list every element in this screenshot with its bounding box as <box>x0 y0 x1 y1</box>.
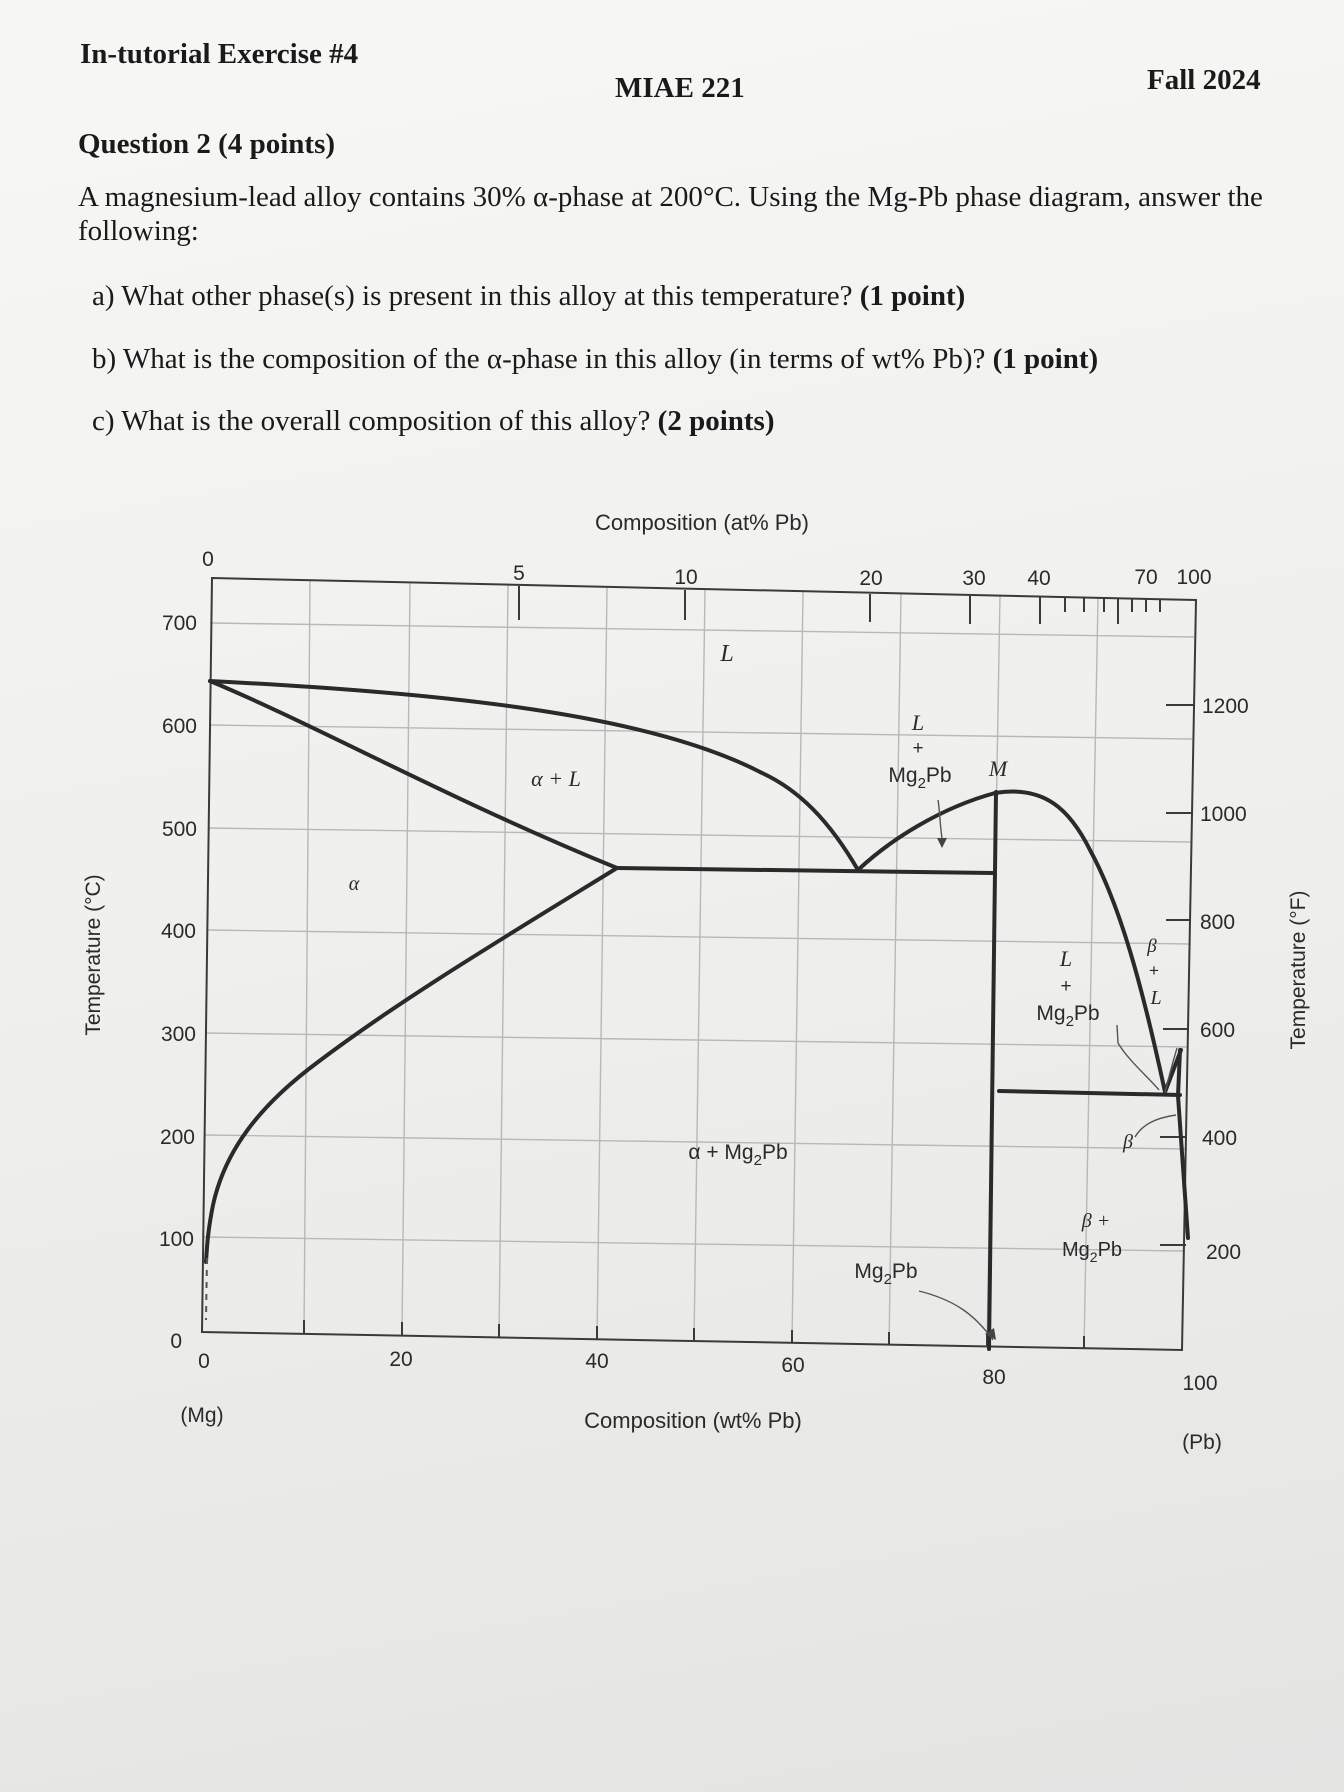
exercise-title: In-tutorial Exercise #4 <box>80 38 359 70</box>
grid-x-70 <box>889 594 901 1345</box>
mg-part: Mg <box>888 764 918 787</box>
mg2pb-compound-label <box>854 1260 917 1288</box>
sub-part: 2 <box>1089 1249 1098 1265</box>
leader-lines <box>919 800 1177 1340</box>
top-tick-label: 30 <box>962 567 986 590</box>
bottom-tick-label: 100 <box>1182 1372 1218 1395</box>
left-tick-label: 400 <box>160 920 196 943</box>
grid-x-40 <box>597 588 607 1339</box>
part-b-text: b) What is the composition of the α-phase in this alloy (in terms of wt% Pb)? <box>92 343 993 375</box>
mg-end-label: (Mg) <box>180 1404 224 1427</box>
right-tick-label: 1200 <box>1202 695 1249 718</box>
region-beta-plus-mg2pb-formula <box>1062 1239 1122 1265</box>
region-alpha: α <box>348 873 360 895</box>
region-l-mg2pb-right-plus: + <box>1060 976 1072 997</box>
top-tick-label: 100 <box>1176 566 1212 589</box>
question-intro: A magnesium-lead alloy contains 30% α-phase at 200°C. Using the Mg-Pb phase diagram, answer the following: <box>78 181 1263 247</box>
grid-x-90 <box>1084 598 1098 1349</box>
alpha-mg2pb-prefix: α + Mg <box>688 1141 754 1164</box>
term-label: Fall 2024 <box>1147 64 1261 96</box>
course-code: MIAE 221 <box>615 72 745 104</box>
alpha-solvus-dashed <box>206 1258 207 1320</box>
right-tick-label: 1000 <box>1200 803 1247 826</box>
top-tick-label: 20 <box>859 567 883 590</box>
grid-y-400 <box>207 930 1190 944</box>
left-tick-label: 100 <box>158 1228 194 1251</box>
bottom-tick-label: 80 <box>982 1366 1006 1389</box>
top-tick-label: 40 <box>1027 567 1051 590</box>
sub-part: 2 <box>1065 1013 1074 1030</box>
pb-part: Pb <box>1097 1239 1123 1261</box>
top-axis-title: Composition (at% Pb) <box>595 510 809 535</box>
low-temp-solvus-dashes <box>206 1258 207 1320</box>
pb-part: Pb <box>891 1260 918 1283</box>
left-tick-label: 500 <box>161 818 197 841</box>
right-tick-label: 200 <box>1206 1241 1242 1264</box>
mg2pb-compound-line <box>989 792 996 1349</box>
bottom-tick-label: 20 <box>389 1348 413 1371</box>
grid-y-500 <box>208 828 1191 842</box>
left-tick-label: 700 <box>161 612 197 635</box>
sub-part: 2 <box>883 1271 892 1288</box>
right-tick-label: 400 <box>1202 1127 1238 1150</box>
congruent-point-m: M <box>988 756 1008 781</box>
left-tick-labels <box>159 612 197 1353</box>
region-alpha-plus-mg2pb <box>688 1141 787 1169</box>
top-tick-label: 5 <box>513 562 525 585</box>
part-a-text: a) What other phase(s) is present in this alloy at this temperature? <box>92 280 860 312</box>
right-tick-label: 800 <box>1200 911 1236 934</box>
grid-y-600 <box>209 725 1192 739</box>
question-title: Question 2 (4 points) <box>78 128 336 160</box>
region-alpha-plus-liquid: α + L <box>531 766 581 791</box>
part-c-text: c) What is the overall composition of this alloy? <box>92 405 658 437</box>
pb-part: Pb <box>1073 1002 1100 1025</box>
part-b-points: (1 point) <box>992 343 1099 375</box>
left-tick-label: 0 <box>170 1330 182 1353</box>
mg-part: Mg <box>1036 1002 1066 1025</box>
mg2pb-arrow <box>919 1291 993 1340</box>
alpha-mg2pb-subscript: 2 <box>753 1152 762 1169</box>
mg-part: Mg <box>1061 1239 1090 1261</box>
region-beta-plus-l-l: L <box>1150 987 1162 1009</box>
eutectic-isotherm-2 <box>999 1091 1180 1095</box>
alpha-mg2pb-tail: Pb <box>761 1141 788 1164</box>
bottom-tick-labels <box>198 1348 1217 1395</box>
pb-part: Pb <box>925 764 952 787</box>
l-mg2pb-arrowhead <box>937 838 947 848</box>
top-tick-label: 70 <box>1134 566 1158 589</box>
grid-x-60 <box>792 592 803 1343</box>
grid-x-10 <box>304 580 310 1333</box>
right-tick-labels <box>1200 695 1249 1264</box>
region-beta-plus-l-beta: β <box>1147 936 1157 957</box>
region-l-mg2pb-left-plus: + <box>912 738 924 759</box>
part-c-points: (2 points) <box>657 405 775 437</box>
left-axis-title: Temperature (°C) <box>82 874 105 1036</box>
top-tick-label: 10 <box>674 566 698 589</box>
pb-end-label: (Pb) <box>1182 1431 1222 1454</box>
grid-x-50 <box>694 590 705 1341</box>
grid-y-100 <box>204 1237 1185 1251</box>
region-labels <box>349 641 1162 1288</box>
bottom-tick-label: 60 <box>781 1354 805 1377</box>
region-beta-plus-mg2pb-top: β + <box>1081 1210 1111 1232</box>
right-tick-label: 600 <box>1200 1019 1236 1042</box>
sub-part: 2 <box>917 775 926 792</box>
right-axis-title: Temperature (°F) <box>1287 890 1310 1050</box>
top-tick-labels <box>202 548 1211 590</box>
grid-y-700 <box>210 623 1194 637</box>
top-tick-label: 0 <box>202 548 214 571</box>
region-l-mg2pb-left-l: L <box>911 710 925 735</box>
region-beta-plus-l-plus: + <box>1149 961 1159 980</box>
part-a-points: (1 point) <box>859 280 966 312</box>
left-tick-label: 300 <box>160 1023 196 1046</box>
alpha-solvus-curve <box>206 868 617 1262</box>
left-tick-label: 600 <box>161 715 197 738</box>
arrow-heads <box>937 838 996 1340</box>
region-l-mg2pb-right-l: L <box>1059 946 1073 971</box>
gridlines <box>204 580 1194 1349</box>
left-tick-label: 200 <box>159 1126 195 1149</box>
beta-arrow <box>1135 1115 1176 1137</box>
eutectic-isotherm-1 <box>617 868 993 873</box>
grid-x-30 <box>499 585 508 1337</box>
region-beta: β <box>1123 1131 1133 1153</box>
mg-part: Mg <box>854 1260 884 1283</box>
bottom-axis-title: Composition (wt% Pb) <box>584 1408 802 1433</box>
bottom-tick-label: 40 <box>585 1350 609 1373</box>
bottom-tick-label: 0 <box>198 1350 210 1373</box>
region-liquid: L <box>720 641 734 667</box>
l-mg2pb-arrow <box>938 800 942 838</box>
